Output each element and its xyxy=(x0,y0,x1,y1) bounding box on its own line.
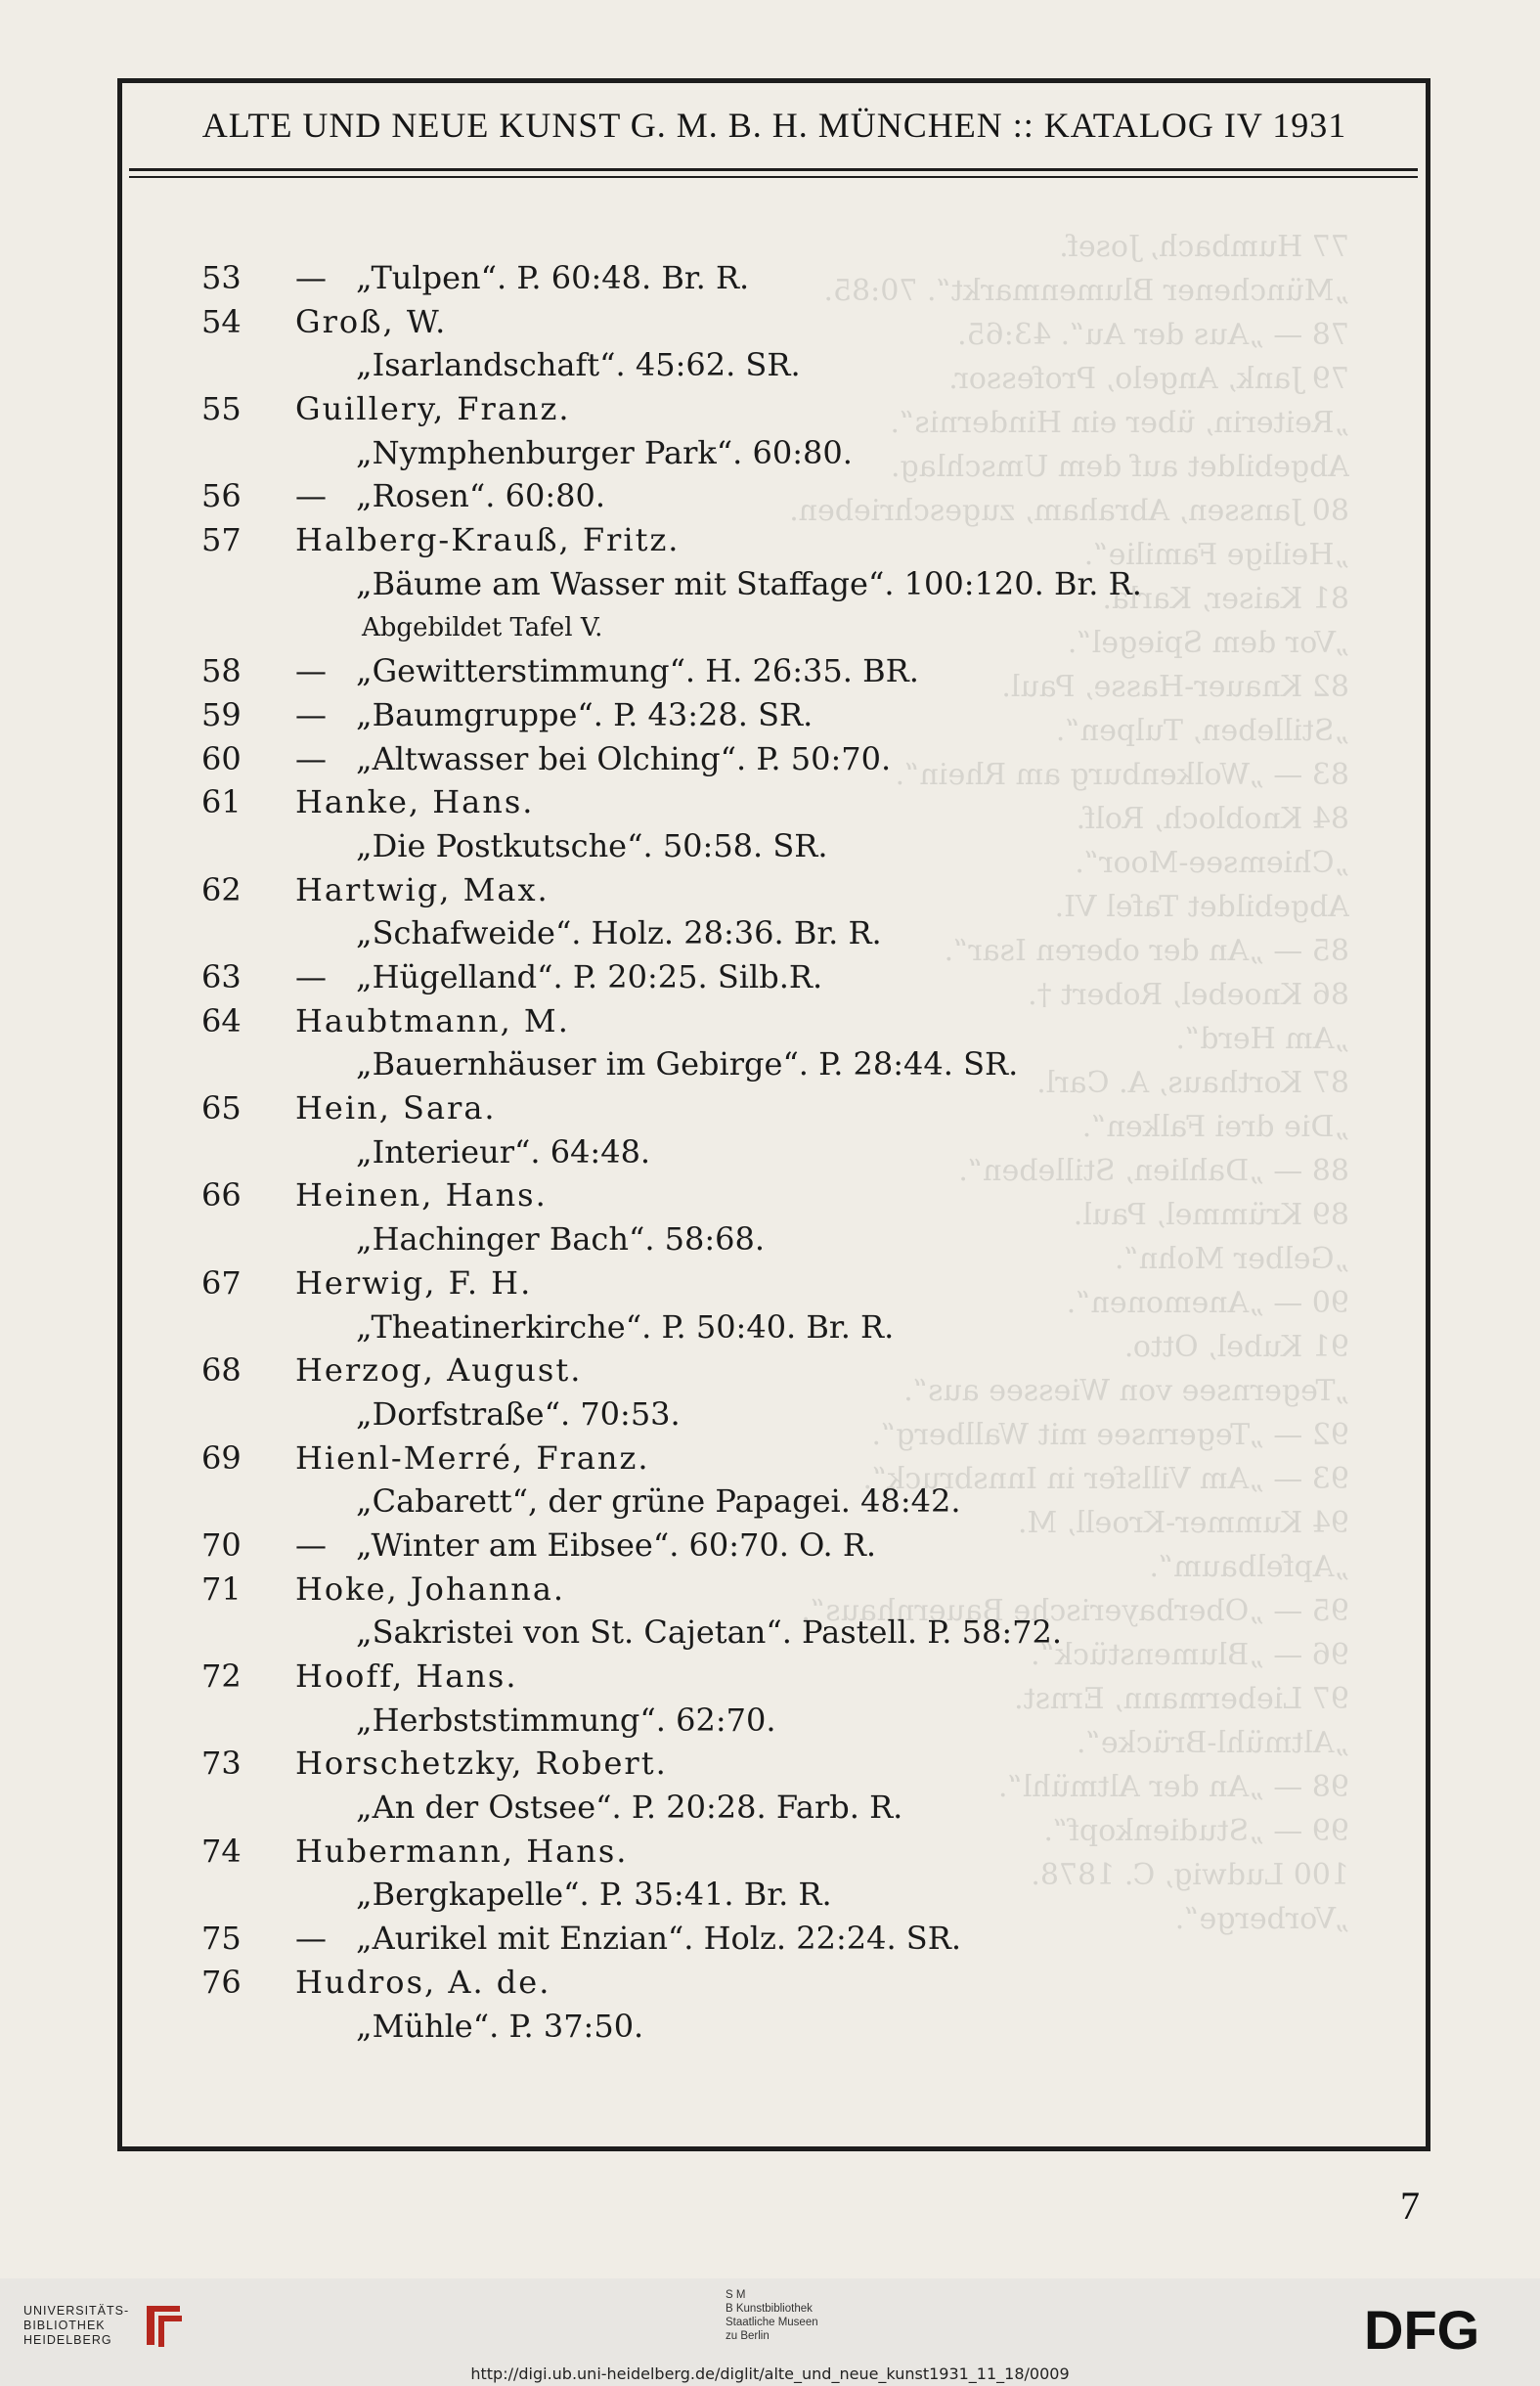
header-rule-second xyxy=(129,176,1418,178)
catalog-entry: 59 — „Baumgruppe“. P. 43:28. SR. xyxy=(201,695,814,733)
catalog-entry: 61 Hanke, Hans. xyxy=(201,783,535,821)
catalog-entry: „Schafweide“. Holz. 28:36. Br. R. xyxy=(356,914,882,952)
catalog-entry: „Theatinerkirche“. P. 50:40. Br. R. xyxy=(356,1307,895,1346)
dfg-logo-text: DFG xyxy=(1364,2300,1480,2359)
source-url[interactable]: http://digi.ub.uni-heidelberg.de/diglit/alte_und_neue_kunst1931_11_18/0009 xyxy=(470,2364,1070,2383)
catalog-entry: 75 — „Aurikel mit Enzian“. Holz. 22:24. SR. xyxy=(201,1920,961,1958)
catalog-entry: „Sakristei von St. Cajetan“. Pastell. P. 58:72. xyxy=(356,1613,1063,1652)
catalog-entry: „Herbststimmung“. 62:70. xyxy=(356,1701,776,1739)
catalog-entry: „Isarlandschaft“. 45:62. SR. xyxy=(356,346,801,384)
catalog-entry: 68 Herzog, August. xyxy=(201,1351,583,1390)
catalog-entry: 69 Hienl-Merré, Franz. xyxy=(201,1438,650,1477)
catalog-entry: „Bauernhäuser im Gebirge“. P. 28:44. SR. xyxy=(356,1045,1019,1083)
page-header: ALTE UND NEUE KUNST G. M. B. H. MÜNCHEN :: KATALOG IV 1931 xyxy=(201,106,1347,145)
catalog-entry: 57 Halberg-Krauß, Fritz. xyxy=(201,521,681,559)
catalog-entry: 53 — „Tulpen“. P. 60:48. Br. R. xyxy=(201,259,750,296)
catalog-entry: 54 Groß, W. xyxy=(201,302,448,340)
catalog-entry: 72 Hooff, Hans. xyxy=(201,1657,518,1695)
catalog-entry: „An der Ostsee“. P. 20:28. Farb. R. xyxy=(356,1789,903,1827)
catalog-entry: „Bäume am Wasser mit Staffage“. 100:120. Br. R. xyxy=(356,564,1142,602)
catalog-entry: „Nymphenburger Park“. 60:80. xyxy=(356,433,853,471)
catalog-entry: 73 Horschetzky, Robert. xyxy=(201,1745,668,1783)
catalog-entry: 71 Hoke, Johanna. xyxy=(201,1569,566,1608)
show-through-decoration: 77 Humbach, Josef. „Münchener Blumenmarkt“. 70:85. 78 — „Aus der Au“. 43:65. 79 Jank, Angelo, Professor. „Reiterin, über ein Hindernis“. Abgebildet auf dem Umschlag. 80 Janssen, Abraham, zugeschrieben. „Heilige Familie“. 81 Kaiser, Karla. „Vor dem Spiegel“. 82 Knauer-Hasse, Paul. „Stilleben, Tulpen“. 83 — „Wolkenburg am Rhein“. 84 Knobloch, Rolf. „Chiemsee-Moor“. Abgebildet Tafel VI. 85 — „An der oberen Isar“. 86 Knoebel, Robert †. „Am Herd“. 87 Korthaus, A. Carl. „Die drei Falken“. 88 — „Dahlien, Stilleben“. 89 Krümmel, Paul. „Gelber Mohn“. 90 — „Anemonen“. 91 Kubel, Otto. „Tegernsee von Wiessee aus“. 92 — „Tegernsee mit Wallberg“. 93 — „Am Villsfer in Innsbruck“. 94 Kummer-Kroell, M. „Apfelbaum“. 95 — „Oberbayerische Bauernhaus“. 96 — „Blumenstück“. 97 Liebermann, Ernst. „Altmühl-Brücke“. 98 — „An der Altmühl“. 99 — „Studienkopf“. 100 Ludwig, C. 1878. „Vorberge“. xyxy=(789,230,1349,1936)
catalog-entry: 65 Hein, Sara. xyxy=(201,1089,497,1127)
catalog-entry: „Hachinger Bach“. 58:68. xyxy=(356,1220,766,1259)
catalog-entry: 58 — „Gewitterstimmung“. H. 26:35. BR. xyxy=(201,652,919,690)
university-library-emblem-icon xyxy=(141,2300,188,2351)
catalog-entry: 60 — „Altwasser bei Olching“. P. 50:70. xyxy=(201,739,892,777)
catalog-entry: 55 Guillery, Franz. xyxy=(201,390,571,428)
catalog-entry: 70 — „Winter am Eibsee“. 60:70. O. R. xyxy=(201,1525,877,1564)
catalog-entry: 76 Hudros, A. de. xyxy=(201,1963,551,2001)
page-number: 7 xyxy=(1400,2184,1420,2228)
catalog-entry: 66 Heinen, Hans. xyxy=(201,1176,548,1215)
catalog-entry: Abgebildet Tafel V. xyxy=(362,612,603,642)
catalog-entry: „Interieur“. 64:48. xyxy=(356,1132,651,1171)
catalog-entry: 63 — „Hügelland“. P. 20:25. Silb.R. xyxy=(201,958,823,995)
catalog-entry: „Mühle“. P. 37:50. xyxy=(356,2007,644,2045)
header-rule xyxy=(129,168,1418,171)
catalog-entry: 62 Hartwig, Max. xyxy=(201,870,550,908)
catalog-entries xyxy=(201,256,1355,2048)
catalog-entry: „Dorfstraße“. 70:53. xyxy=(356,1394,681,1433)
catalog-entry: „Bergkapelle“. P. 35:41. Br. R. xyxy=(356,1876,832,1914)
catalog-entry: 64 Haubtmann, M. xyxy=(201,1001,570,1039)
smb-kunstbibliothek-logo[interactable]: S M B Kunstbibliothek Staatliche Museen zu Berlin xyxy=(726,2289,818,2342)
university-library-logo[interactable]: UNIVERSITÄTS- BIBLIOTHEK HEIDELBERG xyxy=(23,2304,130,2347)
catalog-entry: 74 Hubermann, Hans. xyxy=(201,1832,629,1870)
catalog-entry: „Cabarett“, der grüne Papagei. 48:42. xyxy=(356,1482,961,1521)
catalog-entry: 56 — „Rosen“. 60:80. xyxy=(201,477,605,515)
dfg-logo[interactable] xyxy=(1364,2300,1520,2359)
catalog-entry: „Die Postkutsche“. 50:58. SR. xyxy=(356,826,828,864)
catalog-entry: 67 Herwig, F. H. xyxy=(201,1263,533,1302)
